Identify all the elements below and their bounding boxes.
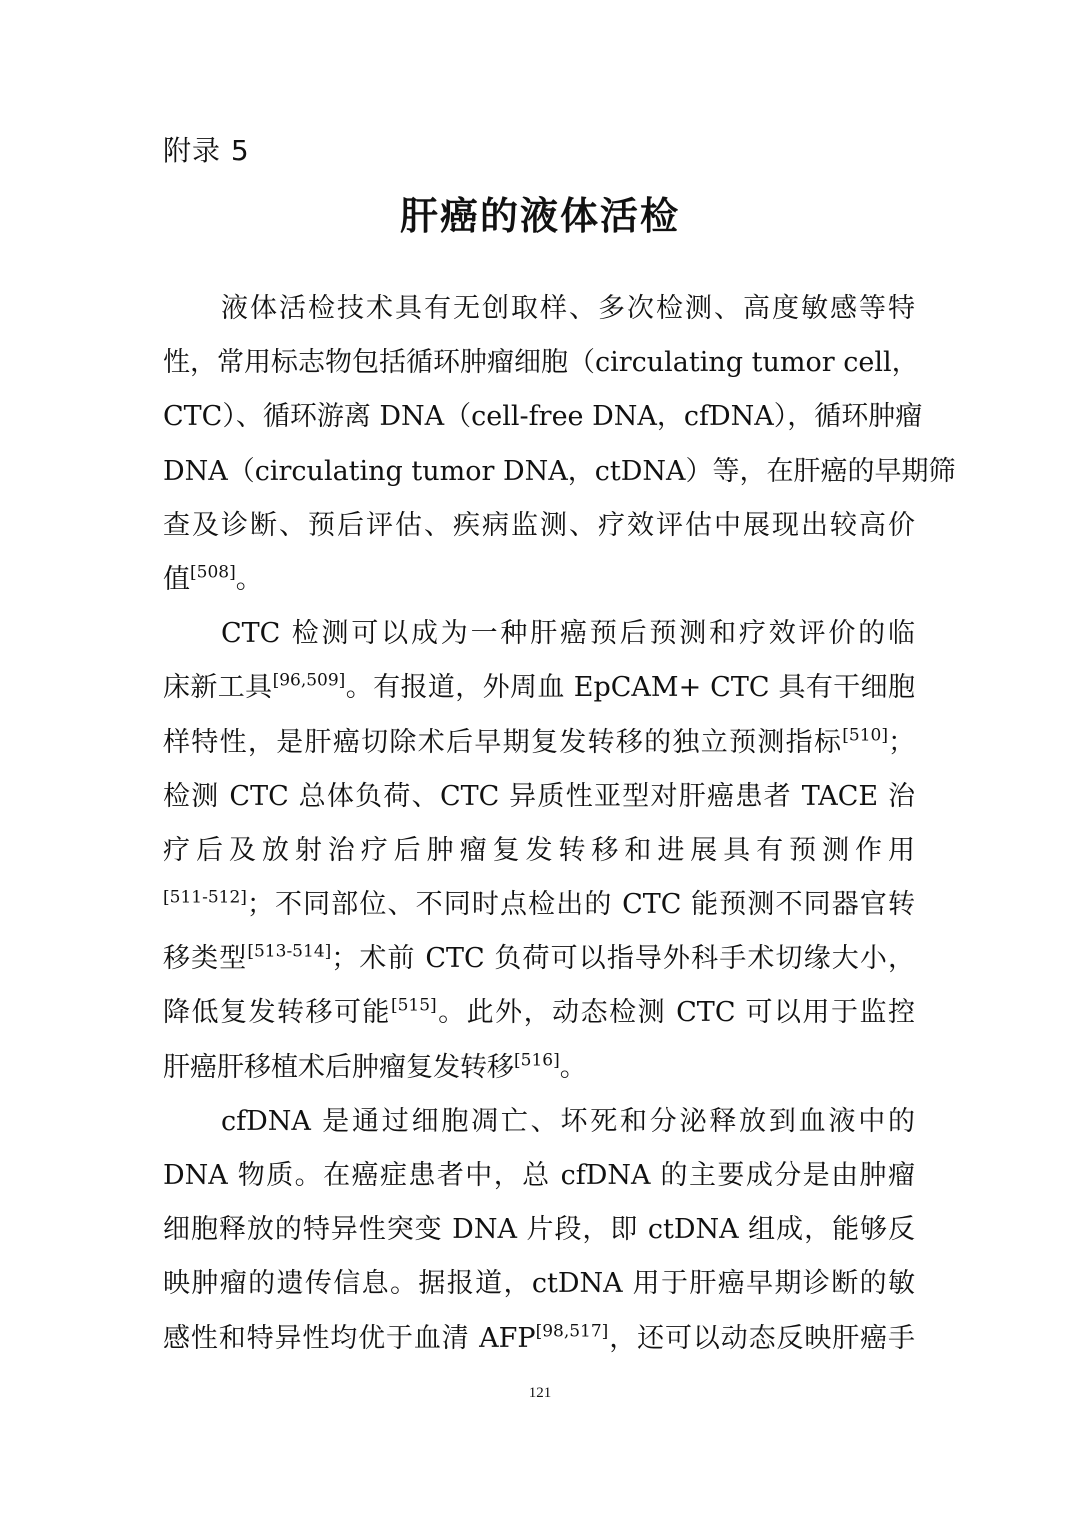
text-line: CTC）、循环游离 DNA（cell-free DNA，cfDNA），循环肿瘤 — [163, 401, 923, 433]
appendix-label: 附录 5 — [163, 134, 250, 167]
text-line: 感性和特异性均优于血清 AFP[98,517]，还可以动态反映肝癌手 — [163, 1321, 916, 1354]
text-line: 移类型[513-514]；术前 CTC 负荷可以指导外科手术切缘大小， — [163, 941, 915, 975]
text-line: DNA 物质。在癌症患者中，总 cfDNA 的主要成分是由肿瘤 — [163, 1160, 915, 1191]
citation: [513-514] — [247, 941, 332, 962]
text-line: 疗后及放射治疗后肿瘤复发转移和进展具有预测作用 — [163, 834, 915, 866]
text-line: 检测 CTC 总体负荷、CTC 异质性亚型对肝癌患者 TACE 治 — [163, 780, 915, 812]
citation: [511-512] — [163, 887, 247, 908]
text-line: DNA（circulating tumor DNA，ctDNA）等，在肝癌的早期筛 — [163, 455, 956, 487]
text-line: 床新工具[96,509]。有报道，外周血 EpCAM+ CTC 具有干细胞 — [163, 670, 916, 704]
citation: [515] — [390, 995, 437, 1016]
text-line: 查及诊断、预后评估、疾病监测、疗效评估中展现出较高价 — [163, 509, 915, 541]
citation: [510] — [842, 724, 888, 745]
text-line: 细胞释放的特异性突变 DNA 片段，即 ctDNA 组成，能够反 — [163, 1214, 915, 1246]
page-number: 121 — [528, 1385, 552, 1401]
text-line: cfDNA 是通过细胞凋亡、坏死和分泌释放到血液中的 — [221, 1105, 915, 1137]
text-line: 肝癌肝移植术后肿瘤复发转移[516]。 — [163, 1050, 587, 1083]
citation: [516] — [514, 1050, 560, 1071]
text-line: CTC 检测可以成为一种肝癌预后预测和疗效评价的临 — [221, 618, 915, 650]
body-text — [163, 282, 956, 1366]
text-line: [511-512]；不同部位、不同时点检出的 CTC 能预测不同器官转 — [163, 887, 915, 921]
text-line: 映肿瘤的遗传信息。据报道，ctDNA 用于肝癌早期诊断的敏 — [163, 1268, 915, 1300]
text-line: 性，常用标志物包括循环肿瘤细胞（circulating tumor cell， — [163, 347, 919, 379]
text-line: 值[508]。 — [163, 562, 263, 595]
citation: [96,509] — [272, 670, 346, 691]
citation: [98,517] — [535, 1321, 609, 1342]
citation: [508] — [190, 562, 236, 583]
text-line: 液体活检技术具有无创取样、多次检测、高度敏感等特 — [221, 293, 915, 324]
text-line: 样特性，是肝癌切除术后早期复发转移的独立预测指标[510]； — [163, 724, 915, 758]
text-line: 降低复发转移可能[515]。此外，动态检测 CTC 可以用于监控 — [163, 995, 916, 1029]
page-title: 肝癌的液体活检 — [399, 194, 680, 238]
